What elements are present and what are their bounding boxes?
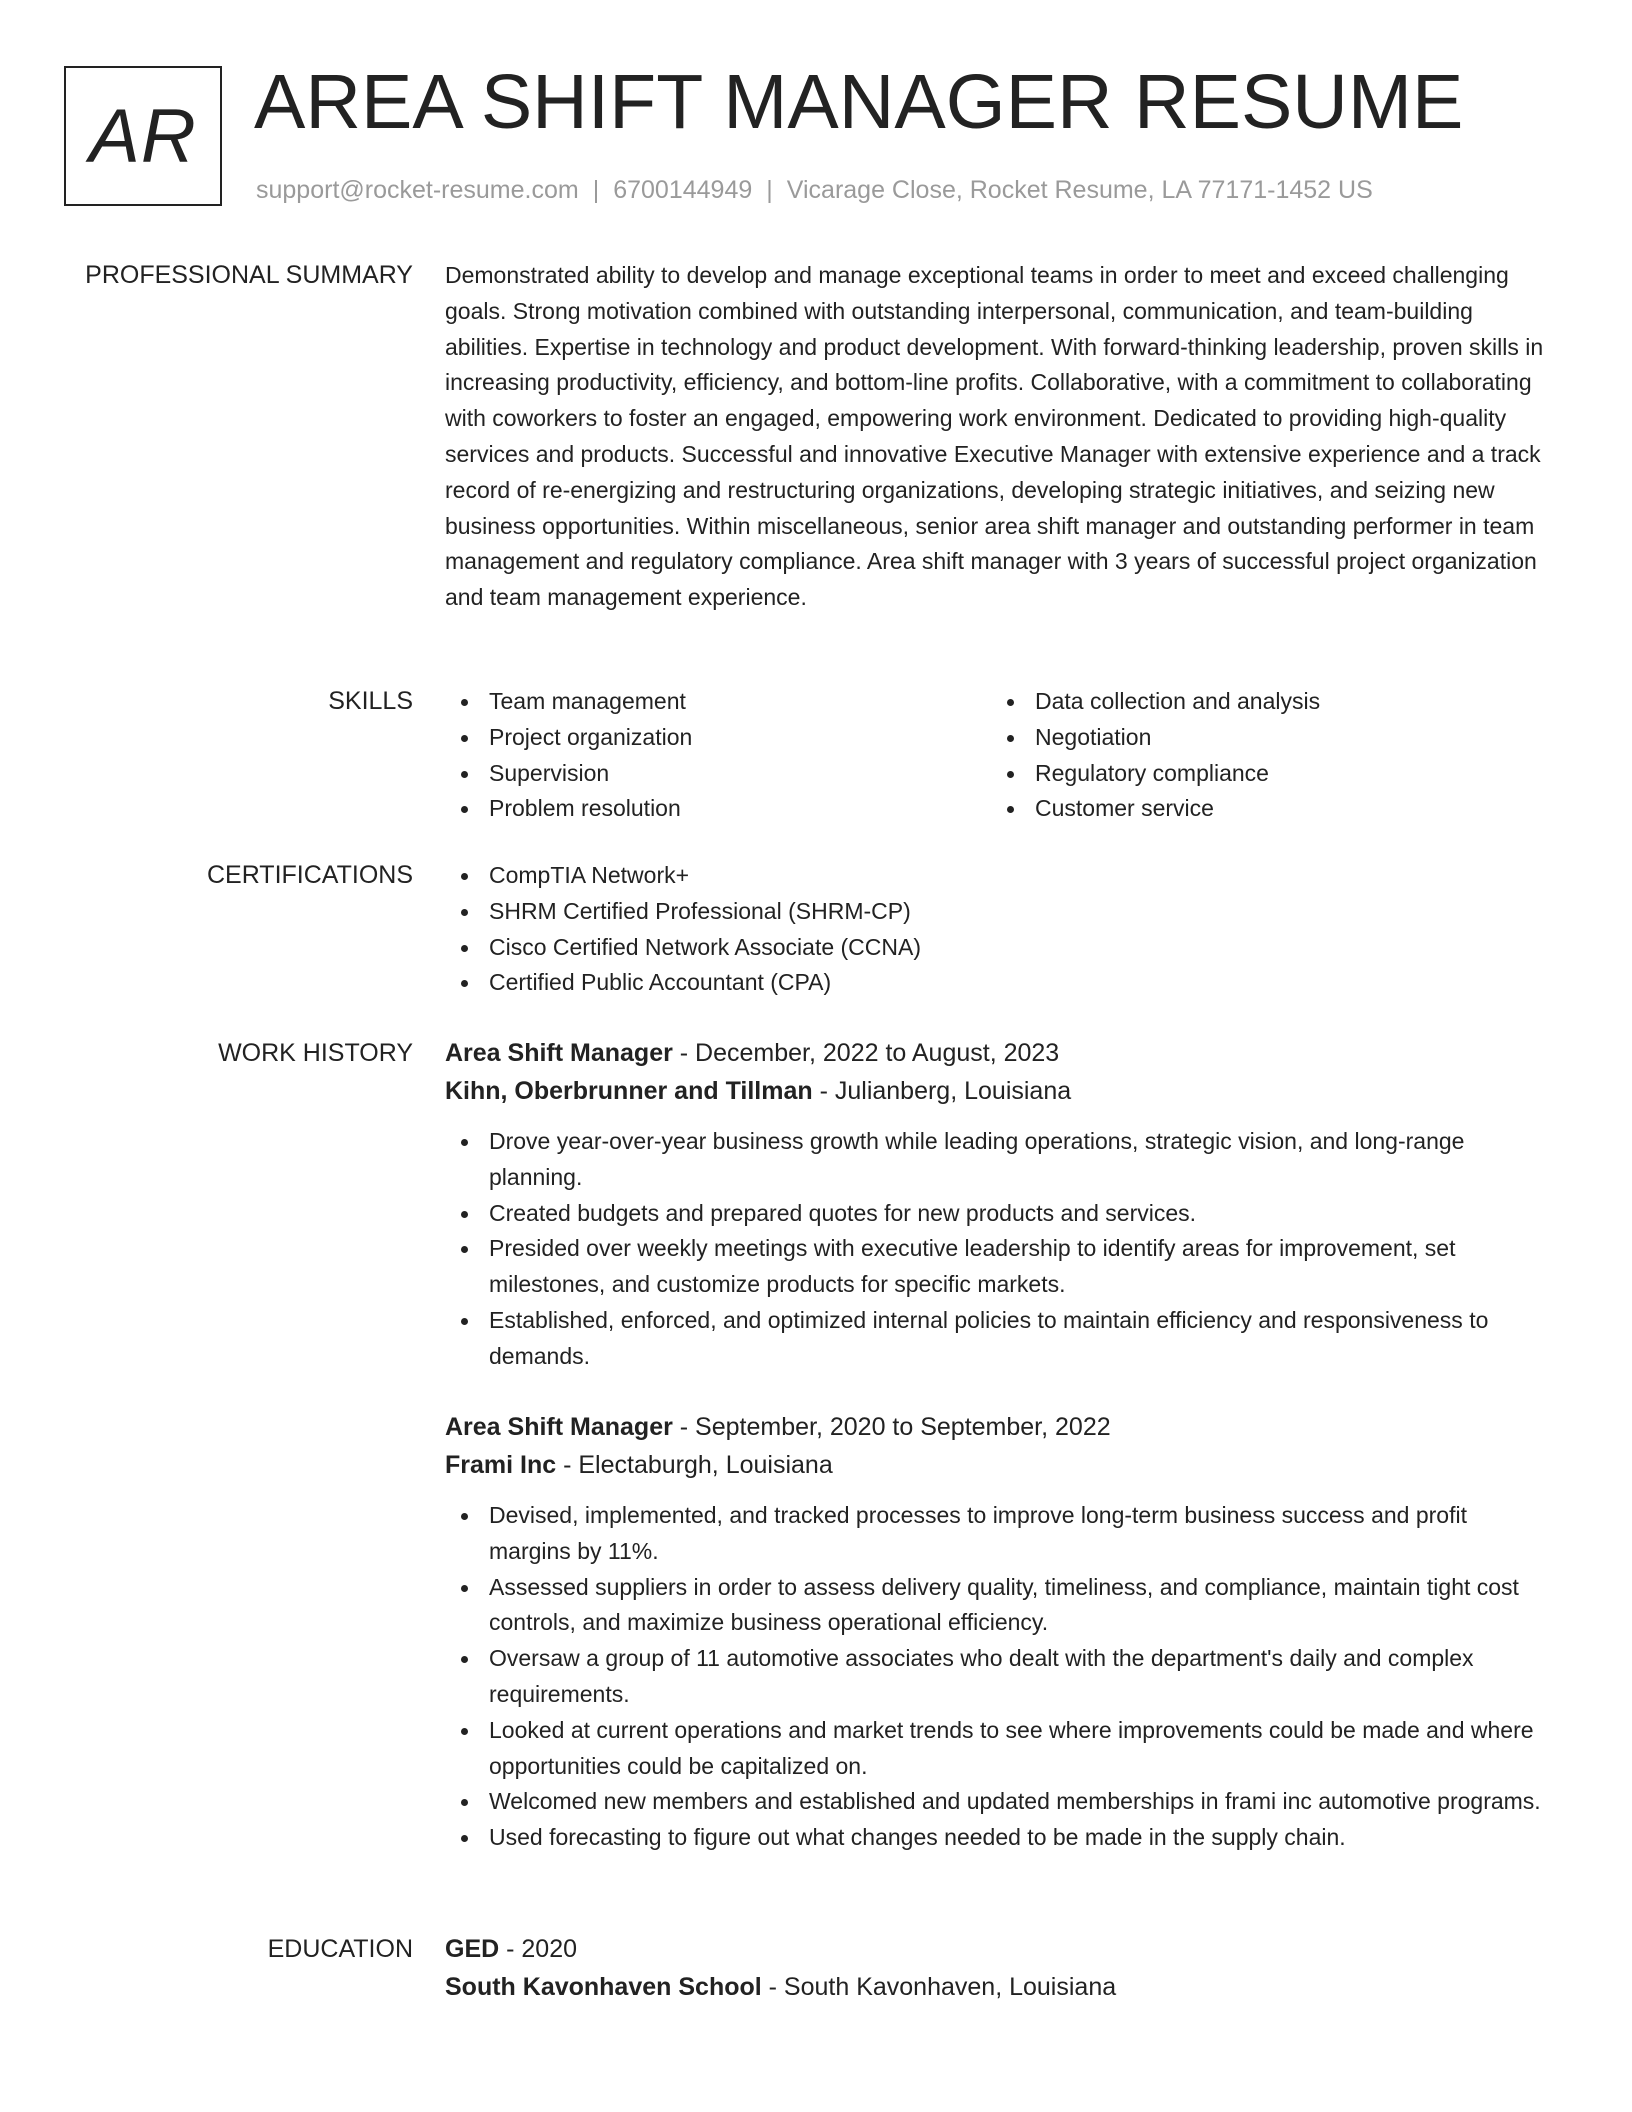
- section-label-skills: SKILLS: [328, 687, 413, 715]
- skills-column-right: [991, 684, 1537, 827]
- skill-item: Customer service: [991, 791, 1537, 827]
- contact-phone: 6700144949: [613, 176, 753, 204]
- job-bullet: Oversaw a group of 11 automotive associates who dealt with the department's daily and complex requirements.: [445, 1641, 1555, 1713]
- contact-separator: |: [766, 176, 773, 204]
- resume-title: AREA SHIFT MANAGER RESUME: [254, 59, 1464, 145]
- skill-item: Problem resolution: [445, 791, 991, 827]
- section-label-certifications: CERTIFICATIONS: [206, 861, 413, 889]
- job-title-line: [445, 1408, 1555, 1446]
- job-company-line: [445, 1446, 1555, 1484]
- job-entry: [445, 1408, 1555, 1856]
- education-body: [445, 1930, 1555, 2006]
- education-school: South Kavonhaven School: [445, 1973, 762, 2001]
- skills-column-left: [445, 684, 991, 827]
- job-entry: [445, 1034, 1555, 1375]
- job-location: - Julianberg, Louisiana: [812, 1077, 1072, 1105]
- contact-line: [256, 173, 1373, 207]
- job-bullet: Drove year-over-year business growth while leading operations, strategic vision, and long-range planning.: [445, 1124, 1555, 1196]
- education-school-line: [445, 1968, 1555, 2006]
- contact-email: support@rocket-resume.com: [256, 176, 579, 204]
- job-bullet: Welcomed new members and established and updated memberships in frami inc automotive programs.: [445, 1784, 1555, 1820]
- education-location: - South Kavonhaven, Louisiana: [761, 1973, 1117, 2001]
- summary-text: Demonstrated ability to develop and manage exceptional teams in order to meet and exceed challenging goals. Strong motivation combined with outstanding interpersonal, communication, and team-building abilities. Expertise in technology and product development. With forward-thinking leadership, proven skills in increasing productivity, efficiency, and bottom-line profits. Collaborative, with a commitment to collaborating with coworkers to foster an engaged, empowering work environment. Dedicated to providing high-quality services and products. Successful and innovative Executive Manager with extensive experience and a track record of re-energizing and restructuring organizations, developing strategic initiatives, and seizing new business opportunities. Within miscellaneous, senior area shift manager and outstanding performer in team management and regulatory compliance. Area shift manager with 3 years of successful project organization and team management experience.: [445, 262, 1544, 611]
- job-bullet: Established, enforced, and optimized internal policies to maintain efficiency and responsiveness to demands.: [445, 1303, 1555, 1375]
- education-degree: GED: [445, 1935, 500, 1963]
- section-label-work-history: WORK HISTORY: [218, 1039, 413, 1067]
- job-company: Frami Inc: [445, 1451, 557, 1479]
- job-bullet: Assessed suppliers in order to assess delivery quality, timeliness, and compliance, maintain tight cost controls, and maximize business operational efficiency.: [445, 1570, 1555, 1642]
- contact-address: Vicarage Close, Rocket Resume, LA 77171-1452 US: [786, 176, 1373, 204]
- education-degree-line: [445, 1930, 1555, 1968]
- job-bullet: Used forecasting to figure out what changes needed to be made in the supply chain.: [445, 1820, 1555, 1856]
- monogram-initials: AR: [89, 93, 197, 179]
- job-title: Area Shift Manager: [445, 1413, 673, 1441]
- skill-item: Regulatory compliance: [991, 756, 1537, 792]
- job-location: - Electaburgh, Louisiana: [556, 1451, 833, 1479]
- skill-item: Data collection and analysis: [991, 684, 1537, 720]
- job-bullet: Created budgets and prepared quotes for new products and services.: [445, 1196, 1555, 1232]
- skill-item: Negotiation: [991, 720, 1537, 756]
- skill-item: Project organization: [445, 720, 991, 756]
- skill-item: Supervision: [445, 756, 991, 792]
- certifications-body: [445, 858, 1555, 1001]
- job-bullet: Presided over weekly meetings with executive leadership to identify areas for improvement, set milestones, and customize products for specific markets.: [445, 1231, 1555, 1303]
- job-company-line: [445, 1072, 1555, 1110]
- job-dates: - September, 2020 to September, 2022: [672, 1413, 1111, 1441]
- monogram-box: [64, 66, 222, 206]
- section-label-education: EDUCATION: [267, 1935, 413, 1963]
- job-title-line: [445, 1034, 1555, 1072]
- certification-item: CompTIA Network+: [445, 858, 1555, 894]
- job-bullet: Looked at current operations and market trends to see where improvements could be made and where opportunities could be capitalized on.: [445, 1713, 1555, 1785]
- job-dates: - December, 2022 to August, 2023: [672, 1039, 1060, 1067]
- job-bullet: Devised, implemented, and tracked processes to improve long-term business success and profit margins by 11%.: [445, 1498, 1555, 1570]
- certification-item: Cisco Certified Network Associate (CCNA): [445, 930, 1555, 966]
- skills-grid: [445, 684, 1555, 827]
- certification-item: SHRM Certified Professional (SHRM-CP): [445, 894, 1555, 930]
- summary-body: [445, 258, 1555, 616]
- certification-item: Certified Public Accountant (CPA): [445, 965, 1555, 1001]
- education-year: - 2020: [499, 1935, 578, 1963]
- section-label-summary: PROFESSIONAL SUMMARY: [85, 261, 413, 289]
- job-company: Kihn, Oberbrunner and Tillman: [445, 1077, 813, 1105]
- job-title: Area Shift Manager: [445, 1039, 673, 1067]
- contact-separator: |: [592, 176, 600, 204]
- skill-item: Team management: [445, 684, 991, 720]
